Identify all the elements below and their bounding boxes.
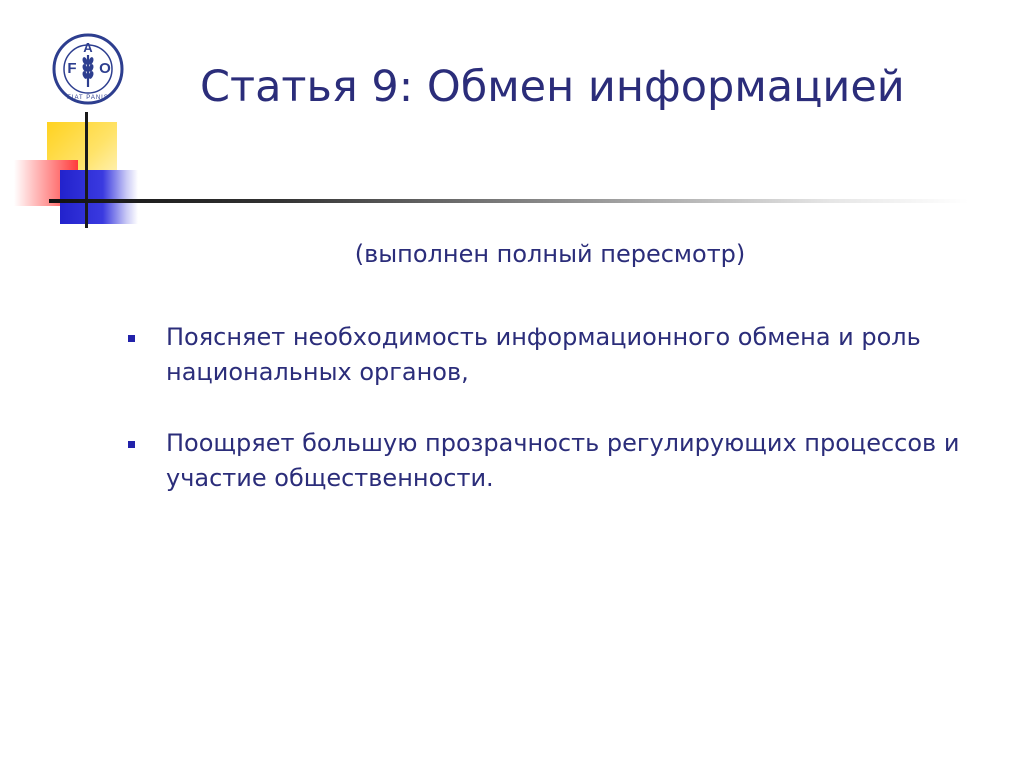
decor-blue-block: [60, 170, 138, 224]
decor-vertical-line: [85, 112, 88, 228]
bullet-item: [128, 426, 988, 496]
fao-logo-icon: [52, 33, 124, 105]
logo-letter-o: O: [99, 60, 111, 77]
slide-title: Статья 9: Обмен информацией: [200, 62, 905, 112]
bullet-text: Поясняет необходимость информационного обмена и роль национальных органов,: [166, 323, 921, 386]
bullet-square-icon: [128, 441, 135, 448]
slide-subtitle: (выполнен полный пересмотр): [354, 240, 746, 268]
bullet-item: [128, 320, 988, 390]
logo-motto: FIAT PANIS: [67, 95, 109, 101]
logo-letter-f: F: [67, 60, 77, 77]
bullet-list: [128, 320, 988, 532]
logo-letter-a: A: [83, 40, 93, 55]
bullet-text: Поощряет большую прозрачность регулирующих процессов и участие общественности.: [166, 429, 960, 492]
decor-horizontal-rule: [49, 199, 969, 203]
bullet-square-icon: [128, 335, 135, 342]
